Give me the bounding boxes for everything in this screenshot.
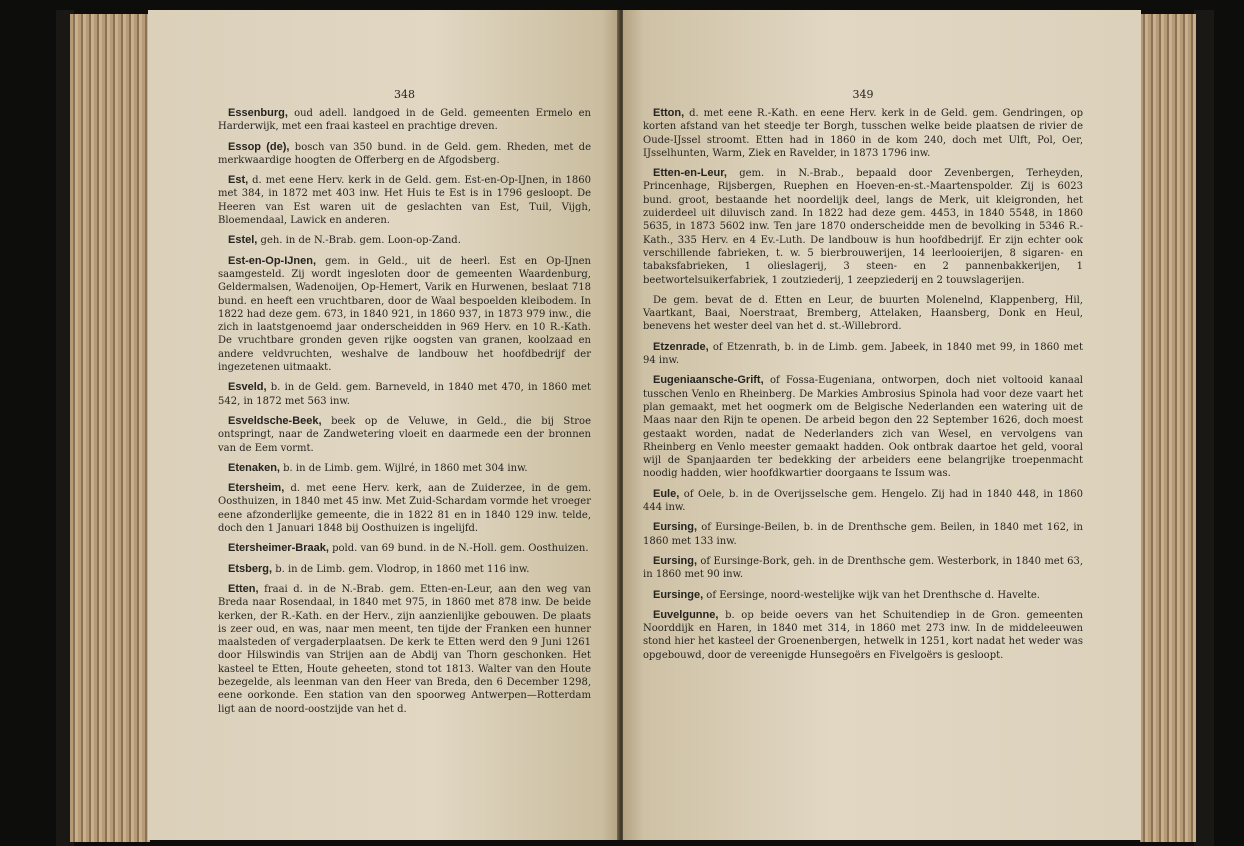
entry-text: gem. in N.-Brab., bepaald door Zevenbergen, Terheyden, Princenhage, Rijsbergen, Ruephen en Hoeven-en-st.-Maartenspolder. Zij is 6023 bund. groot, bestaande het noordelijk deel, langs de Merk, uit kleigronden, het zuiderdeel uit diluvisch zand. In 1822 had deze gem. 4453, in 1840 5548, in 1860 5635, in 1873 5602 inw. Ten jare 1870 onderscheidde men de bevolking in 5346 R.-Kath., 335 Herv. en 4 Ev.-Luth. De landbouw is hun hoofdbedrijf. Er zijn echter ook verschillende fabrieken, t. w. 5 bierbrouwerijen, 14 leerlooierijen, 8 sigaren- en tabaksfabrieken, 1 olieslagerij, 3 steen- en 2 pannenbakkerijen, 1 beetwortelsuikerfabriek, 1 zoutziederij, 1 zeepziederij en 2 touwslagerijen.: [643, 168, 1083, 286]
entry-text: oud adell. landgoed in de Geld. gemeenten Ermelo en Harderwijk, met een fraai kasteel en prachtige dreven.: [218, 108, 591, 133]
entry-headword: Eursing,: [653, 554, 698, 567]
book-cover-right: [1194, 10, 1214, 846]
entry-text: d. met eene R.-Kath. en eene Herv. kerk in de Geld. gem. Gendringen, op korten afstand van het steedje ter Borgh, tusschen welke beide plaatsen de rivier de Oude-IJssel stroomt. Etten had in 1860 in de kom 240, doch met Ulft, Pol, Oer, IJsselhunten, Warm, Ziek en Ravelder, in 1873 1796 inw.: [643, 108, 1083, 159]
entry-headword: Est,: [228, 174, 249, 187]
entry-headword: Esveldsche-Beek,: [228, 414, 322, 427]
dictionary-entry: [643, 488, 1083, 515]
dictionary-entry: [218, 462, 591, 475]
entry-text: d. met eene Herv. kerk in de Geld. gem. Est-en-Op-IJnen, in 1860 met 384, in 1872 met 403 inw. Het Huis te Est is in 1796 gesloopt. De Heeren van Est waren uit de geslachten van Est, Tuil, Vijgh, Bloemendaal, Lawick en anderen.: [218, 175, 591, 227]
entry-text: of Eursinge-Beilen, b. in de Drenthsche gem. Beilen, in 1840 met 162, in 1860 met 133 inw.: [643, 522, 1083, 547]
entry-headword: Estel,: [228, 234, 258, 247]
entry-text: De gem. bevat de d. Etten en Leur, de buurten Molenelnd, Klappenberg, Hil, Vaartkant, Baai, Noerstraat, Bremberg, Attelaken, Haansberg, Donk en Heul, benevens het wester deel van het d. st.-Willebrord.: [643, 294, 1083, 333]
dictionary-entry: [643, 294, 1083, 334]
right-page: [623, 10, 1141, 840]
dictionary-entry: [218, 174, 591, 227]
entry-headword: Essenburg,: [228, 107, 288, 119]
entry-text: d. met eene Herv. kerk, aan de Zuiderzee, in de gem. Oosthuizen, in 1840 met 45 inw. Met Zuid-Schardam vormde het vroeger eene afzonderlijke gemeente, die in 1822 81 en in 1840 129 inw. telde, doch den 1 Januari 1848 bij Oosthuizen is ingelijfd.: [218, 483, 591, 535]
dictionary-entry: [218, 482, 591, 535]
entry-text: fraai d. in de N.-Brab. gem. Etten-en-Leur, aan den weg van Breda naar Rosendaal, in 1840 met 975, in 1860 met 878 inw. De beide kerken, der R.-Kath. en der Herv., zijn aanzienlijke gebouwen. De plaats is zeer oud, en was, naar men meent, ten tijde der Franken een hunner maalsteden of vergaderplaatsen. De kerk te Etten werd den 9 Juni 1261 door Hilswindis van Strijen aan de Abdij van Thorn geschonken. Het kasteel te Etten, Houte geheeten, stond tot 1813. Walter van den Houte bezegelde, als leenman van den Heer van Breda, den 6 December 1298, eene oorkonde. Een station van den spoorweg Antwerpen—Rotterdam ligt aan de noord-oostzijde van het d.: [218, 583, 591, 715]
entry-text: b. in de Limb. gem. Vlodrop, in 1860 met 116 inw.: [272, 563, 530, 575]
entries-list: [218, 107, 591, 716]
dictionary-entry: [218, 542, 591, 555]
page-edges-left: [70, 14, 150, 842]
entry-text: bosch van 350 bund. in de Geld. gem. Rheden, met de merkwaardige hoogten de Offerberg en de Afgodsberg.: [218, 141, 591, 166]
entry-headword: Etten,: [228, 582, 259, 595]
dictionary-entry: [643, 521, 1083, 548]
dictionary-entry: [643, 341, 1083, 368]
entry-text: geh. in de N.-Brab. gem. Loon-op-Zand.: [257, 235, 461, 247]
entry-headword: Etsberg,: [228, 562, 273, 575]
entry-headword: Etten-en-Leur,: [653, 167, 727, 180]
entry-headword: Est-en-Op-IJnen,: [228, 254, 317, 267]
entry-headword: Euvelgunne,: [653, 608, 719, 621]
dictionary-entry: [218, 234, 591, 247]
entry-headword: Eule,: [653, 487, 680, 500]
entry-headword: Etersheimer-Braak,: [228, 542, 329, 555]
entry-headword: Etersheim,: [228, 482, 285, 495]
dictionary-entry: [218, 583, 591, 716]
entry-text: of Eursinge-Bork, geh. in de Drenthsche gem. Westerbork, in 1840 met 63, in 1860 met 90 inw.: [643, 555, 1083, 581]
entry-text: b. in de Limb. gem. Wijlré, in 1860 met 304 inw.: [279, 462, 528, 474]
entry-text: gem. in Geld., uit de heerl. Est en Op-IJnen saamgesteld. Zij wordt ingesloten door de gemeenten Waardenburg, Geldermalsen, Wadenoijen, Op-Hemert, Varik en Hurwenen, beslaat 718 bund. en heeft een vruchtbaren, door de Waal bespoelden kleibodem. In 1822 had deze gem. 673, in 1840 921, in 1860 937, in 1873 979 inw., die zich in laatstgenoemd jaar onderscheidden in 969 Herv. en 10 R.-Kath. De vruchtbare gronden geven rijke oogsten van granen, koolzaad en andere veldvruchten, weshalve de landbouw het hoofdbedrijf der ingezetenen uitmaakt.: [218, 255, 591, 374]
page-number: 348: [394, 88, 415, 101]
entry-headword: Etton,: [653, 107, 685, 119]
entry-headword: Esveld,: [228, 381, 267, 394]
dictionary-entry: [643, 609, 1083, 662]
entry-text: beek op de Veluwe, in Geld., die bij Stroe ontspringt, naar de Zandwetering vloeit en daarmede een der bronnen van de Eem vormt.: [218, 415, 591, 454]
entry-headword: Eugeniaansche-Grift,: [653, 374, 764, 387]
entry-text: of Fossa-Eugeniana, ontworpen, doch niet voltooid kanaal tusschen Venlo en Rheinberg. De Markies Ambrosius Spinola had voor deze vaart het plan gemaakt, met het oogmerk om de Belgische Nederlanden een watering uit de Maas naar den Rijn te openen. De arbeid begon den 22 September 1626, doch moest gestaakt worden, nadat de Nederlanders zich van Wesel, en vervolgens van Rheinberg en Venlo meester gemaakt hadden. Ook ontbrak daartoe het geld, vooral wijl de Spanjaarden ter bedekking der arbeiders eene belangrijke troepenmacht noodig hadden, wier hoofdkwartier doorgaans te Issum was.: [643, 375, 1083, 480]
dictionary-entry: [643, 107, 1083, 160]
dictionary-entry: [218, 141, 591, 168]
page-edges-right: [1140, 14, 1196, 842]
entry-headword: Eursinge,: [653, 588, 704, 601]
entry-headword: Eursing,: [653, 521, 698, 534]
entry-headword: Etzenrade,: [653, 340, 709, 353]
dictionary-entry: [643, 374, 1083, 480]
entry-text: of Etzenrath, b. in de Limb. gem. Jabeek, in 1840 met 99, in 1860 met 94 inw.: [643, 341, 1083, 367]
dictionary-entry: [643, 589, 1083, 602]
page-number: 349: [852, 88, 874, 101]
entry-text: b. in de Geld. gem. Barneveld, in 1840 met 470, in 1860 met 542, in 1872 met 563 inw.: [218, 382, 591, 407]
dictionary-entry: [643, 167, 1083, 287]
entry-headword: Etenaken,: [228, 461, 280, 474]
entry-text: of Eersinge, noord-westelijke wijk van het Drenthsche d. Havelte.: [703, 589, 1040, 601]
entries-list: [643, 107, 1083, 662]
entry-text: b. op beide oevers van het Schuitendiep in de Gron. gemeenten Noorddijk en Haren, in 1840 met 314, in 1860 met 273 inw. In de middeleeuwen stond hier het kasteel der Groenenbergen, hetwelk in 1251, kort nadat het weder was opgebouwd, door de vereenigde Hunsegoërs en Fivelgoërs is gesloopt.: [643, 609, 1083, 661]
dictionary-entry: [218, 255, 591, 375]
entry-text: pold. van 69 bund. in de N.-Holl. gem. Oosthuizen.: [328, 543, 589, 555]
entry-text: of Oele, b. in de Overijsselsche gem. Hengelo. Zij had in 1840 448, in 1860 444 inw.: [643, 488, 1083, 514]
dictionary-entry: [218, 415, 591, 455]
left-page: [148, 10, 621, 840]
dictionary-entry: [643, 555, 1083, 582]
dictionary-entry: [218, 563, 591, 576]
dictionary-entry: [218, 381, 591, 408]
dictionary-entry: [218, 107, 591, 134]
entry-headword: Essop (de),: [228, 140, 290, 153]
